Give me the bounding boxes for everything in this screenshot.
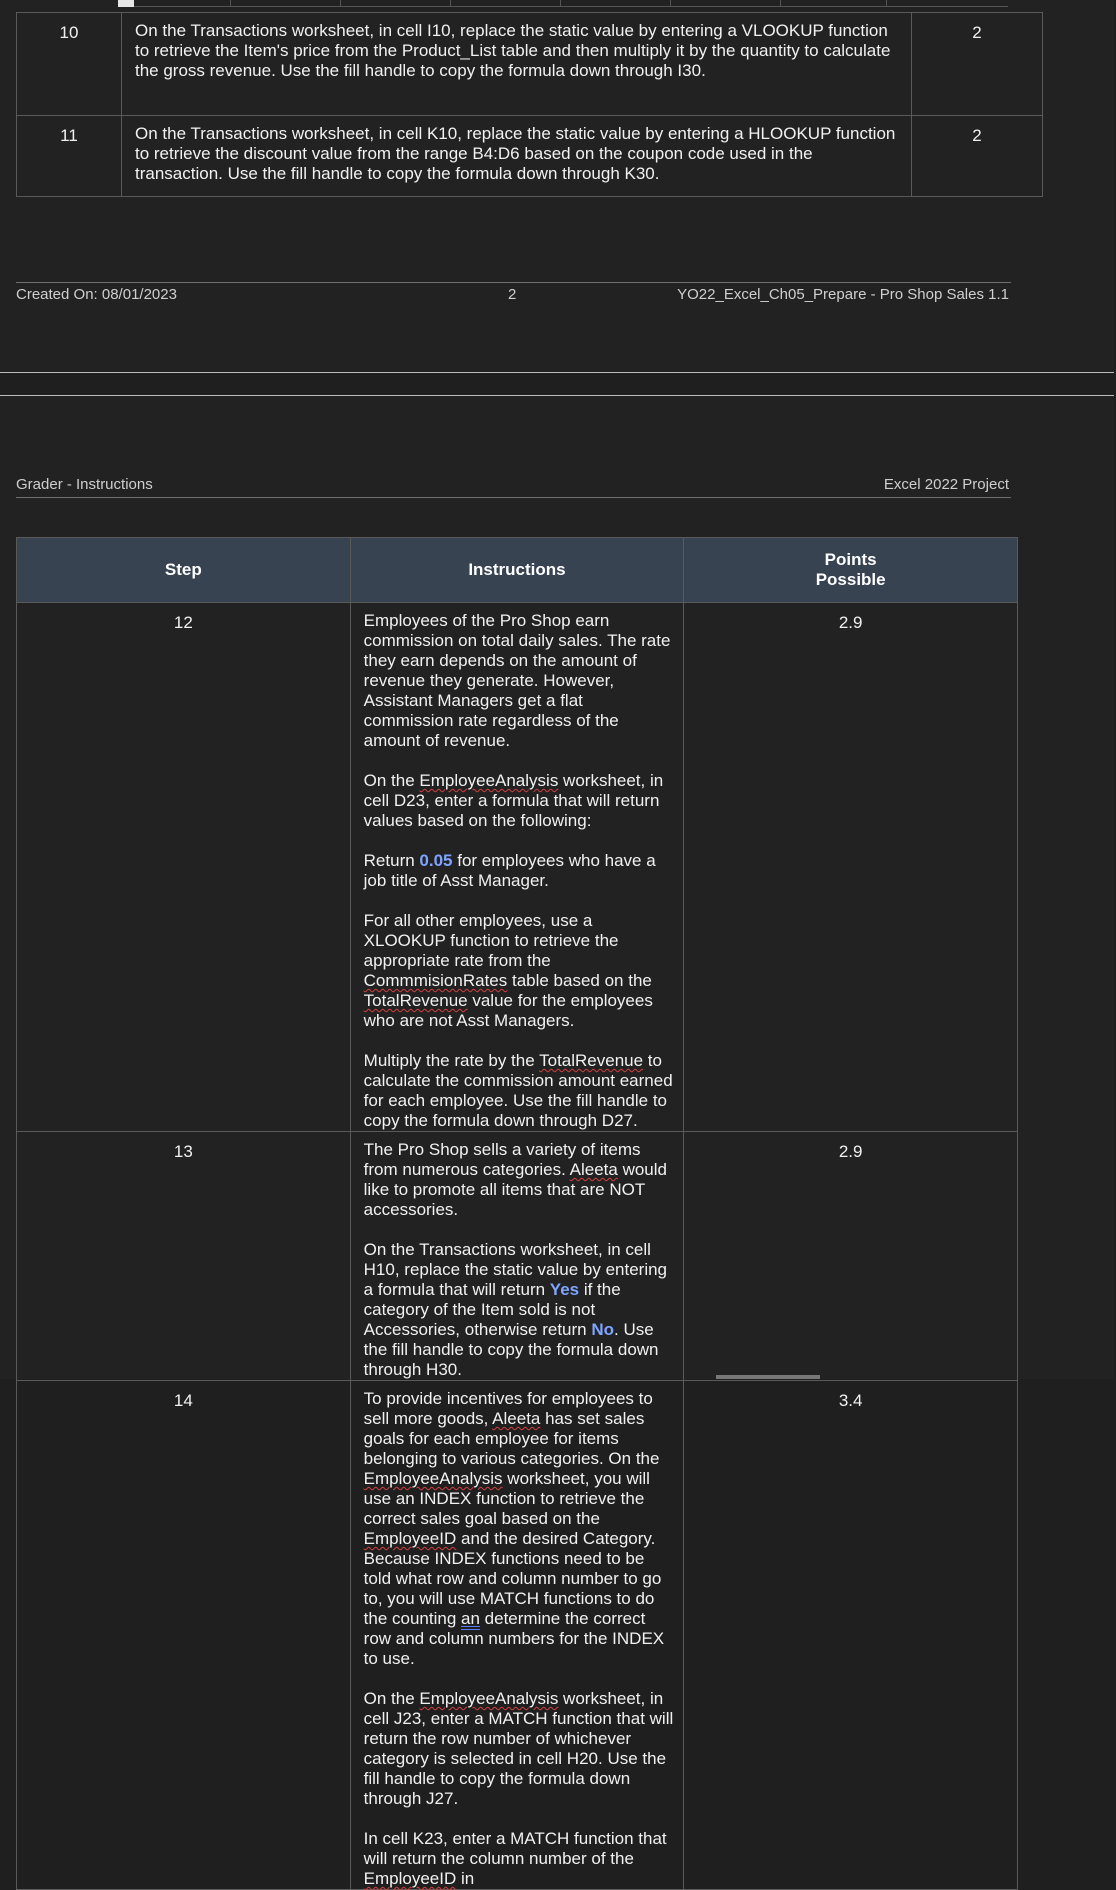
ruler-tick — [670, 0, 671, 7]
spelling-flag[interactable]: TotalRevenue — [539, 1051, 644, 1070]
text: table based on the — [507, 971, 652, 990]
step-instructions[interactable] — [122, 13, 912, 116]
step-instructions[interactable] — [350, 1381, 684, 1890]
table-row — [17, 1132, 1018, 1381]
spelling-flag[interactable]: TotalRevenue — [363, 991, 468, 1010]
instruction-paragraph — [364, 1389, 674, 1669]
step-points: 2.9 — [684, 1132, 1018, 1381]
instruction-paragraph — [364, 1051, 674, 1131]
text: for employees who have a job title of Asst Manager. — [363, 851, 656, 890]
text: Multiply the rate by the — [363, 1051, 540, 1070]
text: value for the employees who are not Asst Managers. — [363, 991, 653, 1030]
text: . Use the fill handle to copy the formula down through H30. — [363, 1320, 659, 1379]
instruction-paragraph: On the Transactions worksheet, in cell K10, replace the static value by entering a HLOOKUP function to retrieve the discount value from the range B4:D6 based on the coupon code used in the transaction. Use the fill handle to copy the formula down through K30. — [135, 124, 896, 183]
ruler-indent-handle[interactable] — [118, 0, 134, 7]
instructions-table — [16, 537, 1018, 1890]
ruler-tick — [340, 0, 341, 7]
instruction-paragraph — [364, 1689, 674, 1809]
instruction-paragraph — [364, 1140, 674, 1220]
ruler-tick — [230, 0, 231, 7]
column-header-points-label: Points Possible — [815, 550, 886, 589]
spelling-flag[interactable]: Aleeta — [569, 1160, 618, 1179]
step-points: 2 — [912, 13, 1043, 116]
ruler-tick — [560, 0, 561, 7]
instruction-paragraph — [364, 851, 674, 891]
document-page-2 — [0, 395, 1114, 1888]
table-row — [17, 116, 1043, 197]
spelling-flag[interactable]: CommmisionRates — [363, 971, 508, 990]
highlight-value: Yes — [549, 1280, 580, 1299]
footer-created-date: Created On: 08/01/2023 — [16, 286, 177, 303]
step-number: 13 — [17, 1132, 351, 1381]
text: To provide incentives for employees to sell more goods, — [363, 1389, 653, 1428]
text: has set sales goals for each employee for items belonging to various categories. On the — [363, 1409, 660, 1468]
text: On the — [363, 1689, 420, 1708]
table-row — [17, 1381, 1018, 1890]
step-points: 3.4 — [684, 1381, 1018, 1890]
spelling-flag[interactable]: EmployeeAnalysis — [363, 1469, 503, 1488]
step-instructions[interactable] — [350, 603, 684, 1132]
step-number: 12 — [17, 603, 351, 1132]
text: The Pro Shop sells a variety of items from numerous categories. — [363, 1140, 641, 1179]
instructions-table-continued — [16, 12, 1043, 197]
instruction-paragraph: Employees of the Pro Shop earn commission on total daily sales. The rate they earn depends on the amount of revenue they generate. However, Assistant Managers get a flat commission rate regardless of the amount of revenue. — [363, 611, 671, 750]
column-header-instructions: Instructions — [350, 538, 684, 603]
text: to calculate the commission amount earned for each employee. Use the fill handle to copy the formula down through D27. — [363, 1051, 673, 1130]
ruler-tick — [886, 0, 887, 7]
ruler — [118, 6, 1008, 7]
highlight-value: No — [591, 1320, 615, 1339]
step-number: 11 — [17, 116, 122, 197]
text: In cell K23, enter a MATCH function that will return the column number of the — [363, 1829, 667, 1868]
text: if the category of the Item sold is not Accessories, otherwise return — [363, 1280, 621, 1339]
instruction-paragraph — [364, 771, 674, 831]
instruction-paragraph — [364, 1240, 674, 1380]
footer-document-name: YO22_Excel_Ch05_Prepare - Pro Shop Sales 1.1 — [677, 286, 1009, 303]
ruler-tick — [780, 0, 781, 7]
table-row — [17, 13, 1043, 116]
spelling-flag[interactable]: EmployeeAnalysis — [419, 1689, 559, 1708]
text: worksheet, in cell D23, enter a formula that will return values based on the following: — [363, 771, 664, 830]
horizontal-scrollbar[interactable] — [716, 1375, 820, 1379]
header-right: Excel 2022 Project — [883, 476, 1009, 493]
footer-rule — [16, 282, 1011, 283]
header-rule — [16, 497, 1011, 498]
column-header-points — [684, 538, 1018, 603]
ruler-tick — [450, 0, 451, 7]
step-instructions[interactable] — [122, 116, 912, 197]
text: and the desired Category. Because INDEX functions need to be told what row and column number to go to, you will use MATCH functions to do the counting — [363, 1529, 662, 1628]
instruction-paragraph: On the Transactions worksheet, in cell I10, replace the static value by entering a VLOOKUP function to retrieve the Item's price from the Product_List table and then multiply it by the quantity to calculate the gross revenue. Use the fill handle to copy the formula down through I30. — [135, 21, 891, 80]
instruction-paragraph — [364, 911, 674, 1031]
step-number: 10 — [17, 13, 122, 116]
spelling-flag[interactable]: EmployeeID — [363, 1869, 457, 1888]
footer-page-number: 2 — [508, 286, 517, 303]
text: On the — [363, 771, 420, 790]
text: worksheet, you will use an INDEX function to retrieve the correct sales goal based on the — [363, 1469, 650, 1528]
grammar-flag[interactable]: an — [461, 1609, 480, 1628]
text: On the Transactions worksheet, in cell H10, replace the static value by entering a formula that will return — [363, 1240, 667, 1299]
spelling-flag[interactable]: Aleeta — [492, 1409, 541, 1428]
header-left: Grader - Instructions — [16, 476, 153, 493]
table-row — [17, 603, 1018, 1132]
instruction-paragraph — [364, 1829, 674, 1889]
text: in — [456, 1869, 475, 1888]
document-page-1 — [0, 0, 1114, 373]
spelling-flag[interactable]: EmployeeAnalysis — [419, 771, 559, 790]
step-points: 2 — [912, 116, 1043, 197]
column-header-step: Step — [17, 538, 351, 603]
spelling-flag[interactable]: EmployeeID — [363, 1529, 457, 1548]
step-points: 2.9 — [684, 603, 1018, 1132]
text: worksheet, in cell J23, enter a MATCH function that will return the row number of whichever category is selected in cell H20. Use the fill handle to copy the formula down through J27. — [363, 1689, 674, 1808]
step-instructions[interactable] — [350, 1132, 684, 1381]
text: For all other employees, use a XLOOKUP function to retrieve the appropriate rate from the — [363, 911, 619, 970]
step-number: 14 — [17, 1381, 351, 1890]
text: determine the correct row and column numbers for the INDEX to use. — [363, 1609, 665, 1668]
text: would like to promote all items that are NOT accessories. — [363, 1160, 667, 1219]
table-header-row — [17, 538, 1018, 603]
text: Return — [363, 851, 420, 870]
highlight-value: 0.05 — [419, 851, 453, 870]
